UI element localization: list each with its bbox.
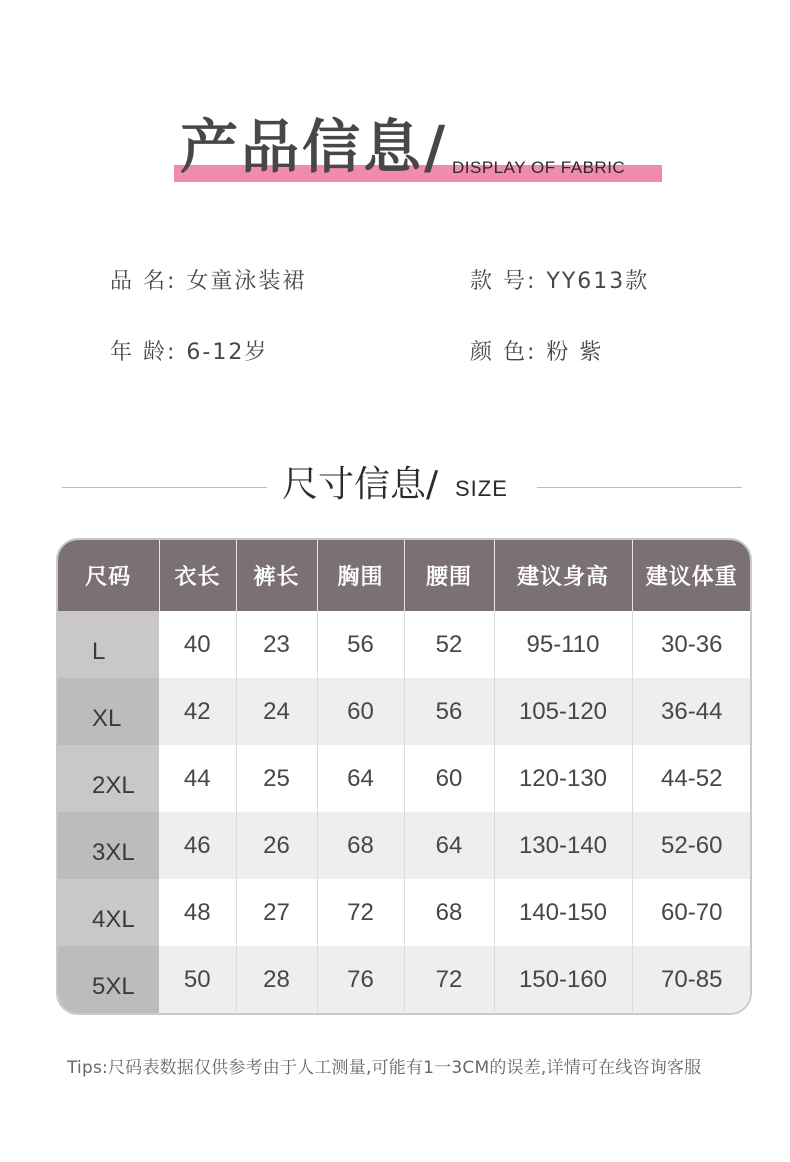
product-info-subtitle: DISPLAY OF FABRIC [452, 158, 626, 177]
table-cell: 120-130 [494, 745, 632, 812]
table-cell: 68 [317, 812, 404, 879]
table-cell: 27 [236, 879, 317, 946]
info-field-style-number [470, 264, 649, 295]
table-cell: 52-60 [632, 812, 751, 879]
info-value: YY613款 [546, 269, 650, 294]
table-cell: 28 [236, 946, 317, 1013]
product-info-title: 产品信息/ [180, 113, 449, 181]
info-value: 粉 紫 [546, 340, 604, 365]
size-cell: 5XL [58, 946, 159, 1013]
header-height: 建议身高 [494, 540, 632, 611]
table-header-row [58, 540, 751, 611]
tips-note: Tips:尺码表数据仅供参考由于人工测量,可能有1一3CM的误差,详情可在线咨询客服 [67, 1058, 702, 1078]
table-cell: 64 [317, 745, 404, 812]
size-cell: 3XL [58, 812, 159, 879]
size-table [56, 538, 752, 1015]
table-cell: 68 [404, 879, 494, 946]
table-row [58, 678, 751, 745]
table-row [58, 812, 751, 879]
table-cell: 72 [404, 946, 494, 1013]
size-cell: 4XL [58, 879, 159, 946]
table-cell: 42 [159, 678, 236, 745]
header-pants-length: 裤长 [236, 540, 317, 611]
table-cell: 130-140 [494, 812, 632, 879]
table-cell: 95-110 [494, 611, 632, 678]
table-cell: 24 [236, 678, 317, 745]
table-cell: 56 [404, 678, 494, 745]
table-cell: 70-85 [632, 946, 751, 1013]
table-cell: 23 [236, 611, 317, 678]
divider-left [62, 487, 267, 488]
info-field-name [110, 264, 306, 295]
table-cell: 46 [159, 812, 236, 879]
table-cell: 52 [404, 611, 494, 678]
size-info-title: 尺寸信息/ [282, 464, 439, 505]
divider-right [537, 487, 742, 488]
info-label: 年 龄: [110, 340, 177, 365]
info-label: 品 名: [110, 269, 177, 294]
header-top-length: 衣长 [159, 540, 236, 611]
header-waist: 腰围 [404, 540, 494, 611]
table-row [58, 879, 751, 946]
table-cell: 30-36 [661, 630, 723, 658]
table-row [58, 946, 751, 1013]
table-cell: 60 [404, 745, 494, 812]
size-cell: 2XL [58, 745, 159, 812]
table-cell: 150-160 [494, 946, 632, 1013]
table-cell: 60 [317, 678, 404, 745]
info-field-age [110, 335, 268, 366]
info-value: 女童泳装裙 [186, 269, 307, 294]
table-row [58, 745, 751, 812]
info-label: 款 号: [470, 269, 537, 294]
table-cell: 72 [317, 879, 404, 946]
info-value: 6-12岁 [186, 340, 269, 365]
header-weight: 建议体重 [632, 540, 751, 611]
table-cell: 50 [159, 946, 236, 1013]
table-cell: 36-44 [632, 678, 751, 745]
table-cell: 25 [236, 745, 317, 812]
header-chest: 胸围 [317, 540, 404, 611]
table-cell: 44 [159, 745, 236, 812]
table-cell: 60-70 [661, 898, 723, 926]
table-cell: 105-120 [494, 678, 632, 745]
size-info-subtitle: SIZE [455, 476, 508, 501]
header-size: 尺码 [58, 540, 159, 611]
info-field-color [470, 335, 603, 366]
table-row [58, 611, 751, 678]
table-cell: 76 [317, 946, 404, 1013]
table-cell: 140-150 [494, 879, 632, 946]
table-cell: 48 [159, 879, 236, 946]
size-cell: XL [58, 678, 159, 745]
table-cell: 64 [404, 812, 494, 879]
info-label: 颜 色: [470, 340, 537, 365]
table-cell: 40 [159, 611, 236, 678]
size-cell: L [58, 611, 159, 678]
table-cell: 26 [236, 812, 317, 879]
table-cell: 56 [317, 611, 404, 678]
table-cell: 44-52 [661, 764, 723, 792]
